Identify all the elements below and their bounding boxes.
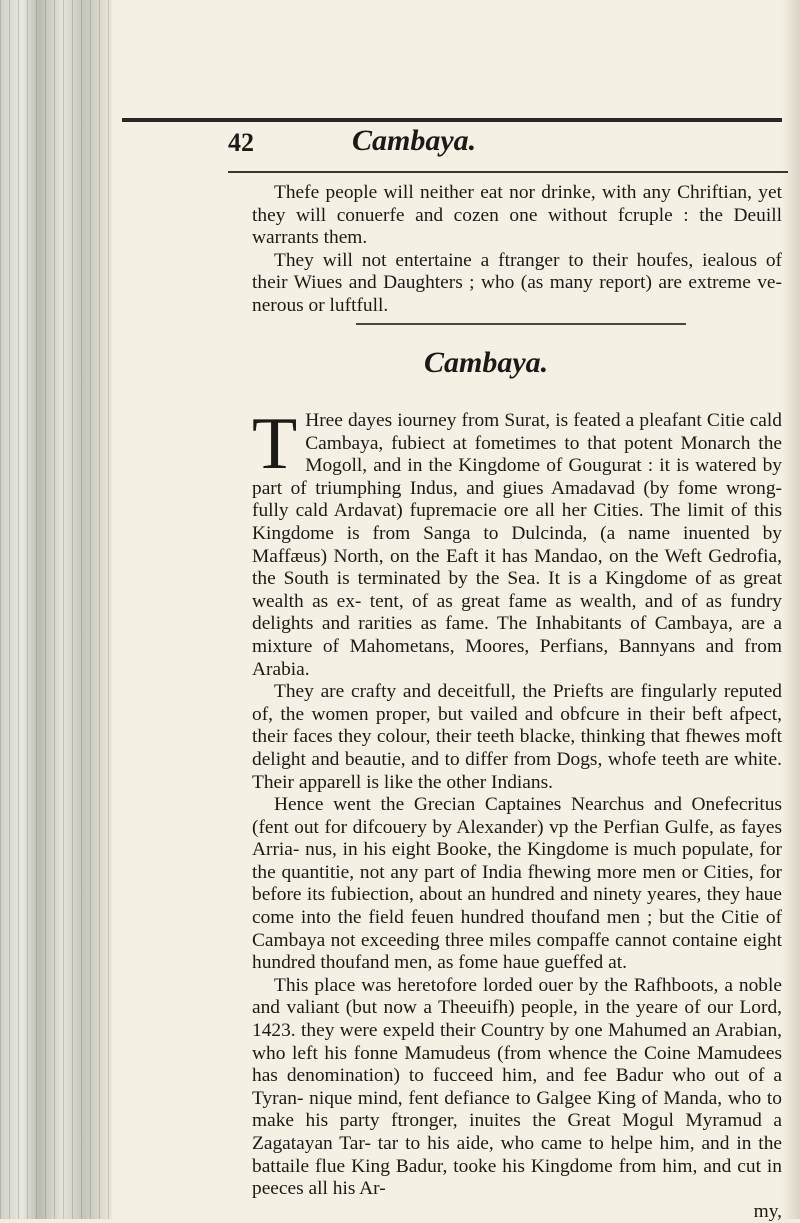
catchword: my, (753, 1200, 782, 1222)
body-paragraph (252, 403, 782, 681)
top-border-rule (122, 118, 782, 122)
body-paragraph-text: Hree dayes iourney from Surat, is feated a pleafant Citie cald Cambaya, fubiect at fometimes to that potent Monarch the Mogoll, and in the Kingdome of Gougurat : it is watered by part of triumphing Indus, and giues Amadavad (by fome wrong- fully cald Ardavat) fupremacie ore all her Cities. The limit of this Kingdome is from Sanga to Dulcinda, (a name inuented by Maffæus) North, on the Eaft it has Mandao, on the Weft Gedrofia, the South is terminated by the Sea. It is a Kingdome of as great wealth as ex- tent, of as great fame as wealth, and of as fundry delights and rarities as fame. The Inhabitants of Cambaya, are a mixture of Mahometans, Moores, Perfians, Bannyans and from Arabia. (252, 410, 782, 680)
body-paragraph: They are crafty and deceitfull, the Priefts are fingularly reputed of, the women proper, but vailed and obfcure in their beft afpect, their faces they colour, their teeth blacke, thinking that fhewes moft delight and beautie, and to differ from Dogs, whofe teeth are white. Their apparell is like the other Indians. (252, 681, 782, 793)
drop-cap: T (252, 403, 298, 485)
page-edge-shadow (782, 0, 800, 1219)
section-divider (356, 323, 686, 325)
intro-text (252, 182, 782, 318)
section-body (252, 403, 782, 1223)
header-rule (228, 171, 788, 173)
page-number: 42 (228, 128, 254, 157)
intro-paragraph: They will not entertaine a ftranger to their houfes, iealous of their Wiues and Daughters ; who (as many report) are extreme ve- nerous or luftfull. (252, 249, 782, 316)
binding-page-edges (0, 0, 112, 1219)
running-head: Cambaya. (352, 124, 477, 157)
body-paragraph: This place was heretofore lorded ouer by the Rafhboots, a noble and valiant (but now a Theeuifh) people, in the yeare of our Lord, 1423. they were expeld their Country by one Mahumed an Arabian, who left his fonne Mamudeus (from whence the Coine Mamudees has denomination) to fucceed him, and fee Badur who out of a Tyran- nique mind, fent defiance to Galgee King of Manda, who to make his party ftronger, inuites the Great Mogul Myramud a Zagatayan Tar- tar to his aide, who came to helpe him, and in the battaile flue King Badur, tooke his Kingdome from him, and cut in peeces all his Ar- (252, 974, 782, 1200)
section-title: Cambaya. (424, 346, 549, 379)
intro-paragraph: Thefe people will neither eat nor drinke, with any Chriftian, yet they will conuerfe and cozen one without fcruple : the Deuill warrants them. (252, 182, 782, 249)
body-paragraph: Hence went the Grecian Captaines Nearchus and Onefecritus (fent out for difcouery by Alexander) vp the Perfian Gulfe, as fayes Arria- nus, in his eight Booke, the Kingdome is much populate, for the quantitie, not any part of India fhewing more men or Cities, for before its fubiection, about an hundred and ninety yeares, they haue come into the field feuen hundred thoufand men ; but the Citie of Cambaya not exceeding three miles compaffe cannot containe eight hundred thoufand men, as fome haue gueffed at. (252, 794, 782, 974)
